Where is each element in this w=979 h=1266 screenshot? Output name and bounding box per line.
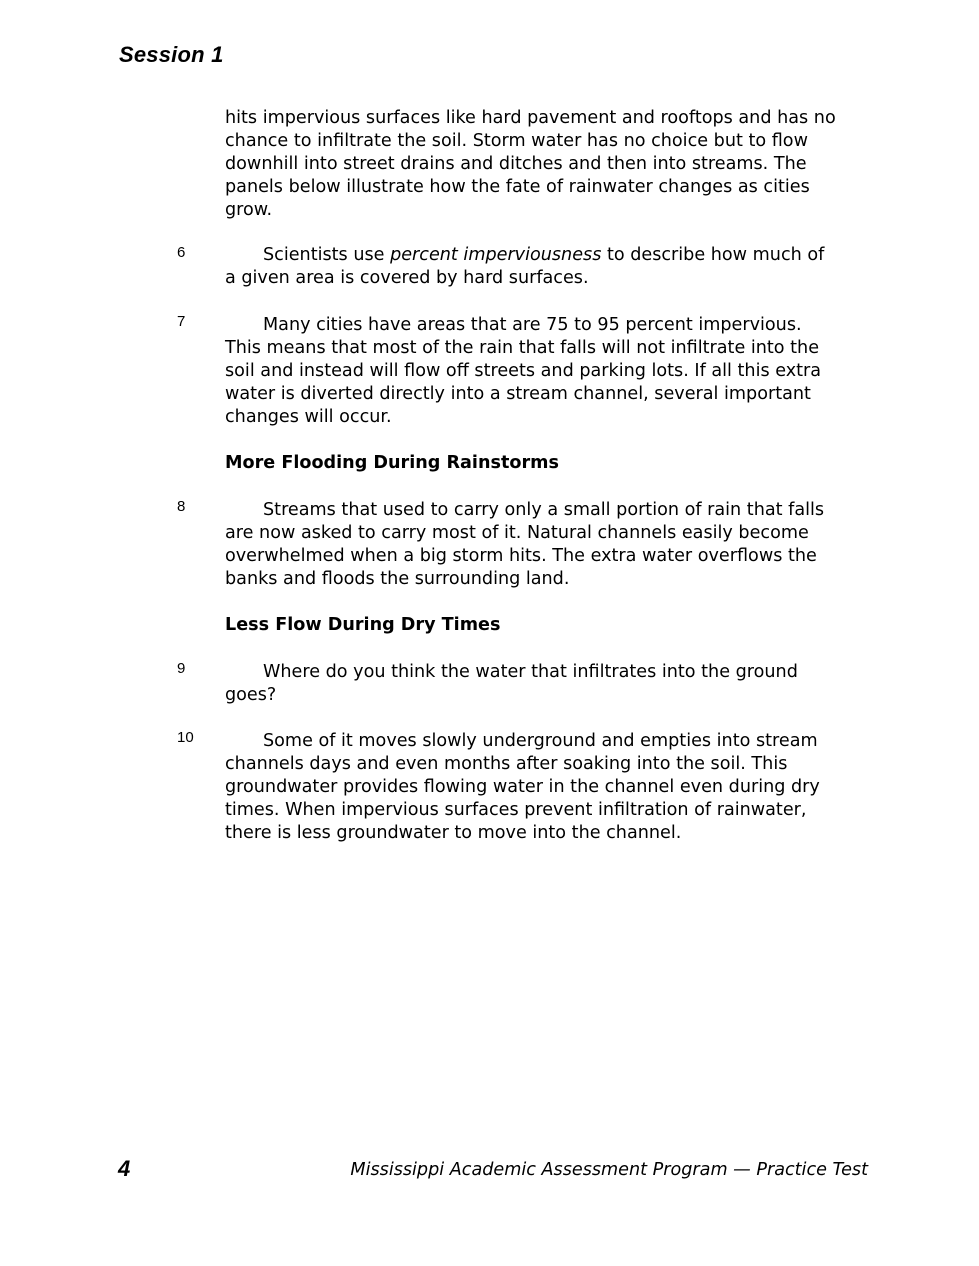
page-number: 4: [118, 1156, 131, 1181]
paragraph-6-emphasis: percent imperviousness: [390, 245, 602, 265]
paragraph-9-text: Where do you think the water that infiltrates into the ground goes?: [225, 662, 798, 705]
paragraph-7: [225, 314, 837, 429]
paragraph-10-text: Some of it moves slowly underground and empties into stream channels days and even months after soaking into the soil. This groundwater provides flowing water in the channel even during dry times. When impervious surfaces prevent infiltration of rainwater, there is less groundwater to move into the channel.: [225, 731, 820, 843]
paragraph-8-text: Streams that used to carry only a small portion of rain that falls are now asked to carry most of it. Natural channels easily become overwhelmed when a big storm hits. The extra water overflows the banks and floods the surrounding land.: [225, 500, 825, 589]
paragraph-9: [225, 661, 837, 707]
subheading-more-flooding: More Flooding During Rainstorms: [225, 453, 559, 473]
paragraph-number-6: 6: [177, 244, 186, 261]
session-header: Session 1: [119, 42, 224, 67]
paragraph-10: [225, 730, 837, 845]
paragraph-number-8: 8: [177, 498, 186, 515]
paragraph-number-10: 10: [177, 729, 194, 746]
footer-title: Mississippi Academic Assessment Program — Practice Test: [350, 1160, 868, 1180]
paragraph-continued: hits impervious surfaces like hard pavement and rooftops and has no chance to infiltrate the soil. Storm water has no choice but to flow downhill into street drains and ditches and then into streams. The panels below illustrate how the fate of rainwater changes as cities grow.: [225, 108, 836, 220]
paragraph-6-text-start: Scientists use: [263, 245, 391, 265]
subheading-less-flow: Less Flow During Dry Times: [225, 615, 501, 635]
paragraph-number-7: 7: [177, 313, 186, 330]
paragraph-6: [225, 244, 837, 290]
paragraph-7-text: Many cities have areas that are 75 to 95 percent impervious. This means that most of the rain that falls will not infiltrate into the soil and instead will flow off streets and parking lots. If all this extra water is diverted directly into a stream channel, several important changes will occur.: [225, 315, 822, 427]
paragraph-number-9: 9: [177, 660, 186, 677]
paragraph-6-text-end: to describe how much of a given area is covered by hard surfaces.: [225, 245, 825, 288]
paragraph-8: [225, 499, 837, 591]
